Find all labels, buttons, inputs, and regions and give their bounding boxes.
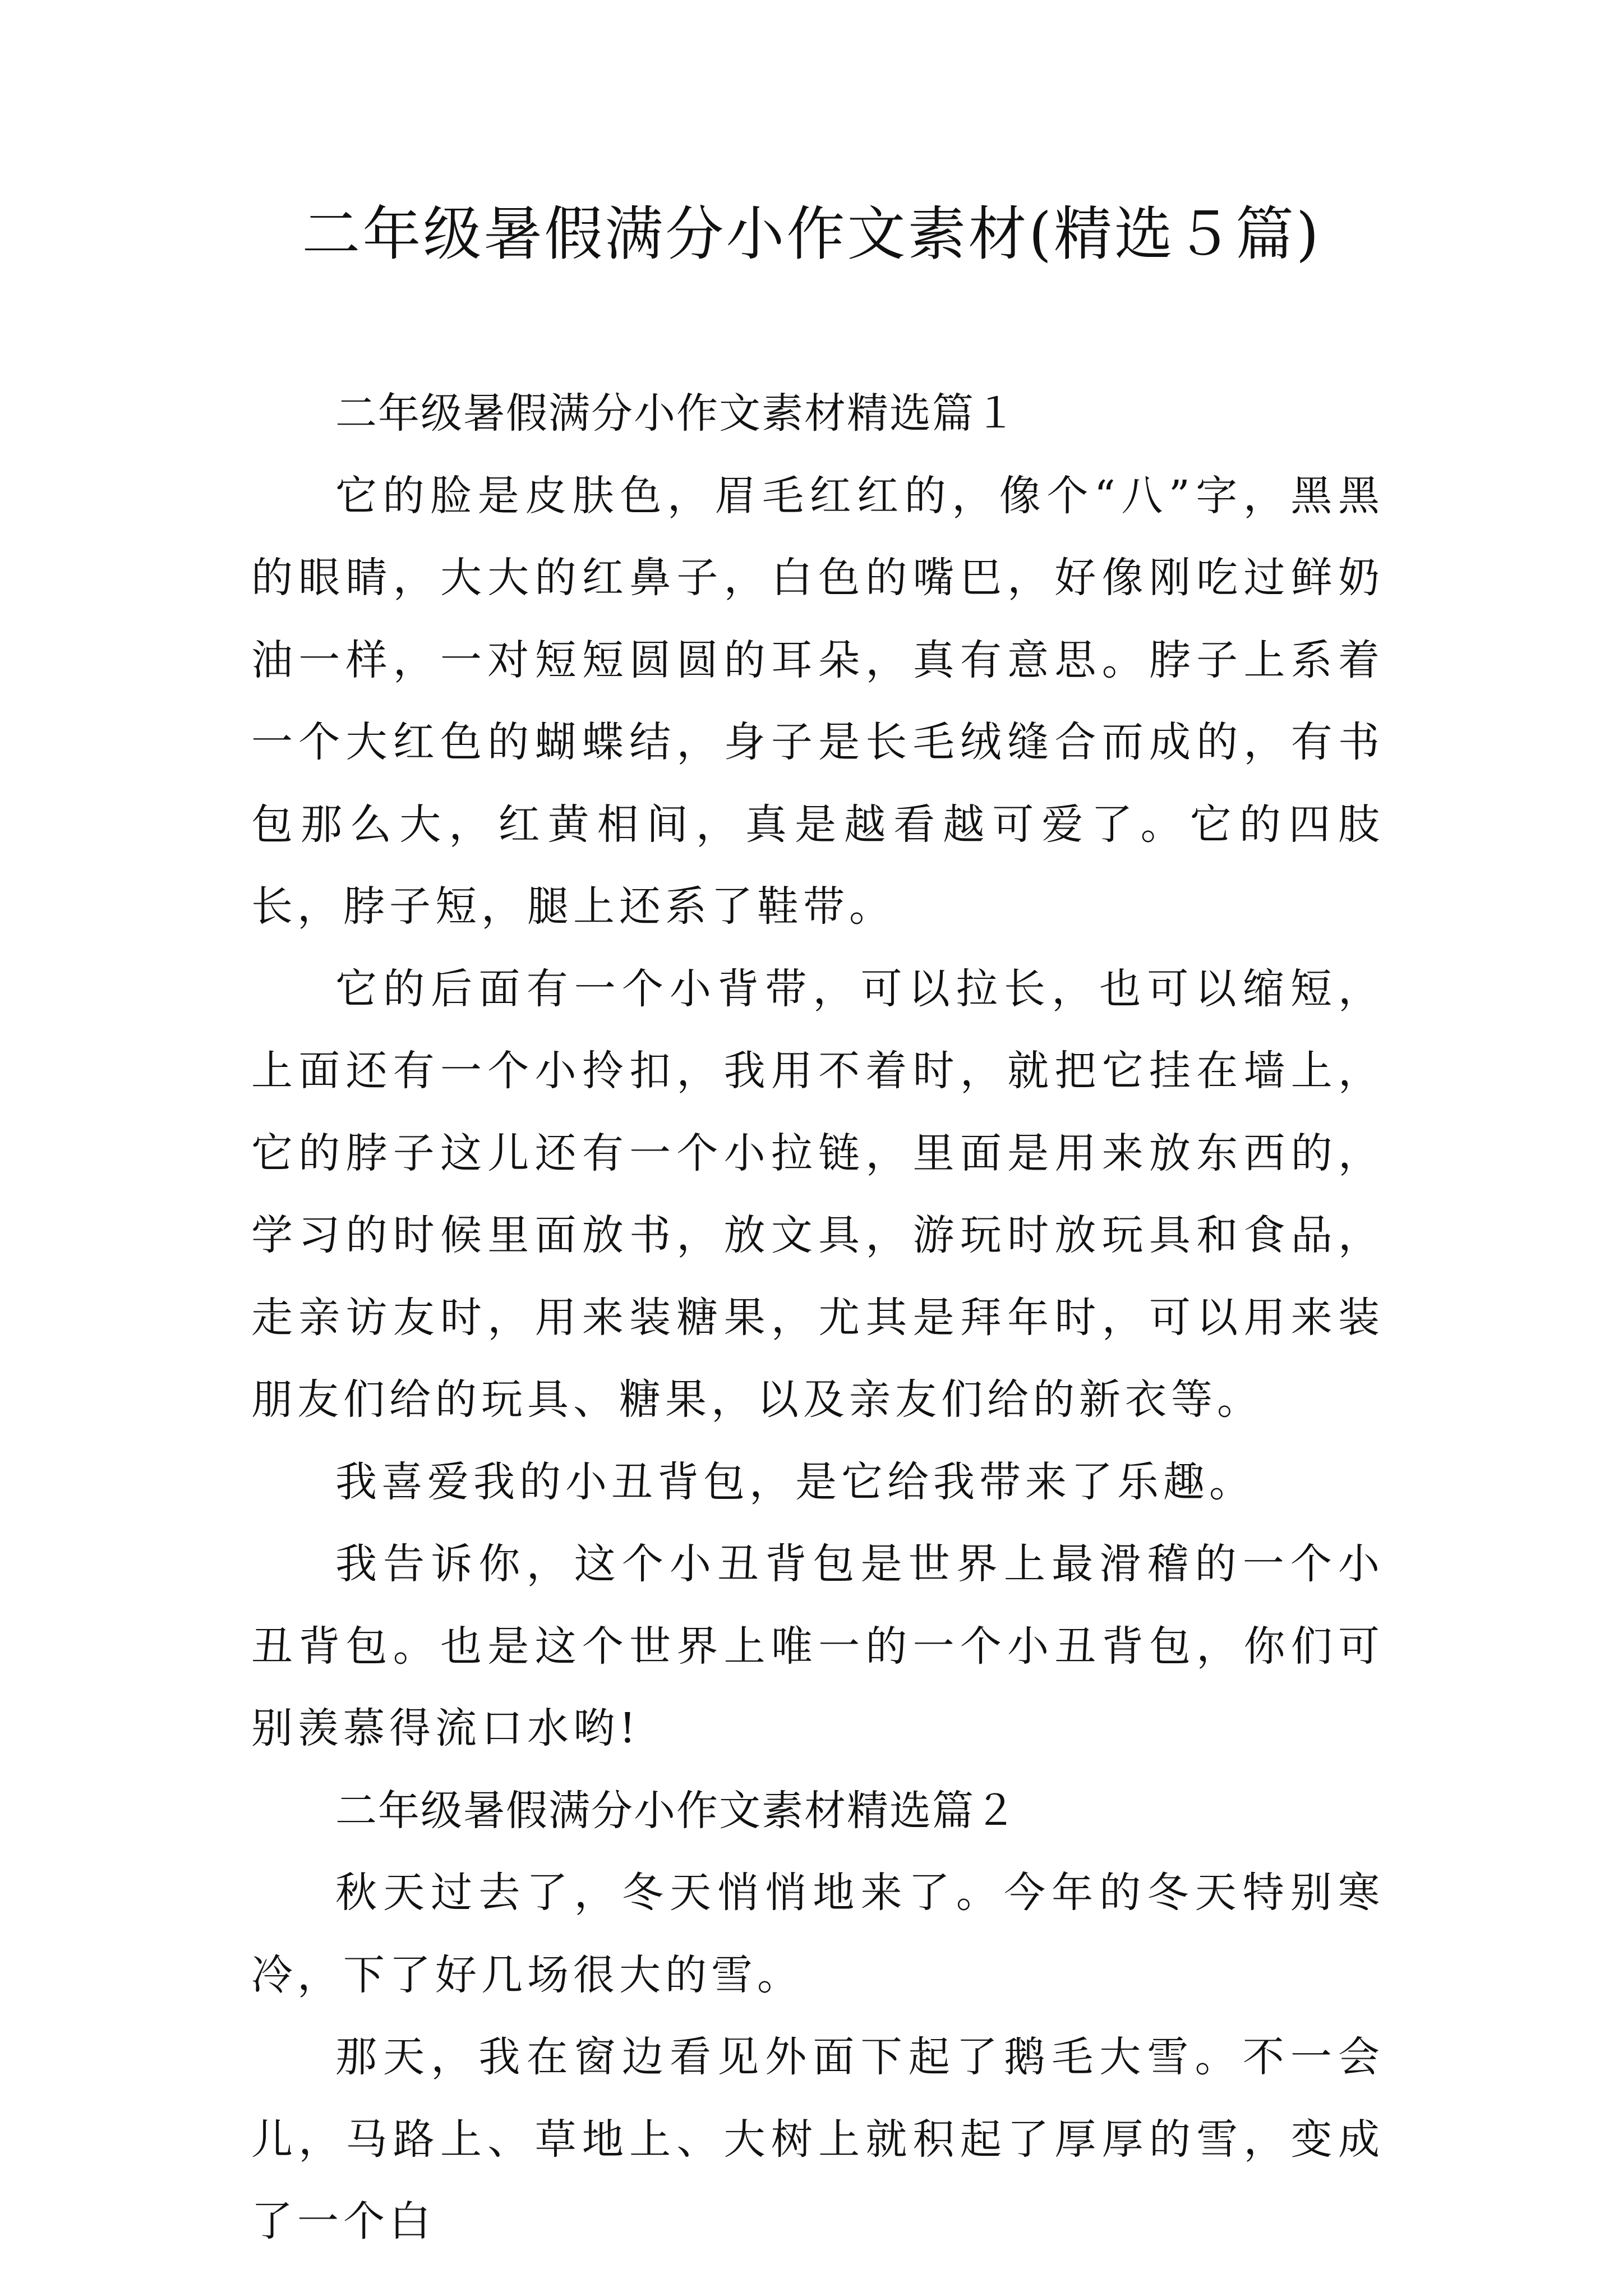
paragraph: 秋天过去了，冬天悄悄地来了。今年的冬天特别寒冷，下了好几场很大的雪。 [251,1869,1384,1999]
section-heading-2: 二年级暑假满分小作文素材精选篇２ [335,1786,1017,1835]
paragraph: 它的后面有一个小背带，可以拉长，也可以缩短，上面还有一个小拎扣，我用不着时，就把它挂在墙上，它的脖子这儿还有一个小拉链，里面是用来放东西的，学习的时候里面放书，放文具，游玩时放玩具和食品，走亲访友时，用来装糖果，尤其是拜年时，可以用来装朋友们给的玩具、糖果，以及亲友们给的新衣等。 [251,964,1384,1424]
section-heading-1: 二年级暑假满分小作文素材精选篇１ [335,389,1017,438]
paragraph: 我喜爱我的小丑背包，是它给我带来了乐趣。 [335,1457,1255,1506]
paragraph: 它的脸是皮肤色，眉毛红红的，像个“八”字，黑黑的眼睛，大大的红鼻子，白色的嘴巴，好像刚吃过鲜奶油一样，一对短短圆圆的耳朵，真有意思。脖子上系着一个大红色的蝴蝶结，身子是长毛绒缝合而成的，有书包那么大，红黄相间，真是越看越可爱了。它的四肢长，脖子短，腿上还系了鞋带。 [251,471,1384,931]
document-body [251,372,1384,2263]
paragraph: 那天，我在窗边看见外面下起了鹅毛大雪。不一会儿，马路上、草地上、大树上就积起了厚厚的雪，变成了一个白 [251,2033,1384,2246]
paragraph: 我告诉你，这个小丑背包是世界上最滑稽的一个小丑背包。也是这个世界上唯一的一个小丑背包，你们可别羡慕得流口水哟! [251,1540,1384,1752]
document-title: 二年级暑假满分小作文素材(精选５篇) [302,200,1321,268]
